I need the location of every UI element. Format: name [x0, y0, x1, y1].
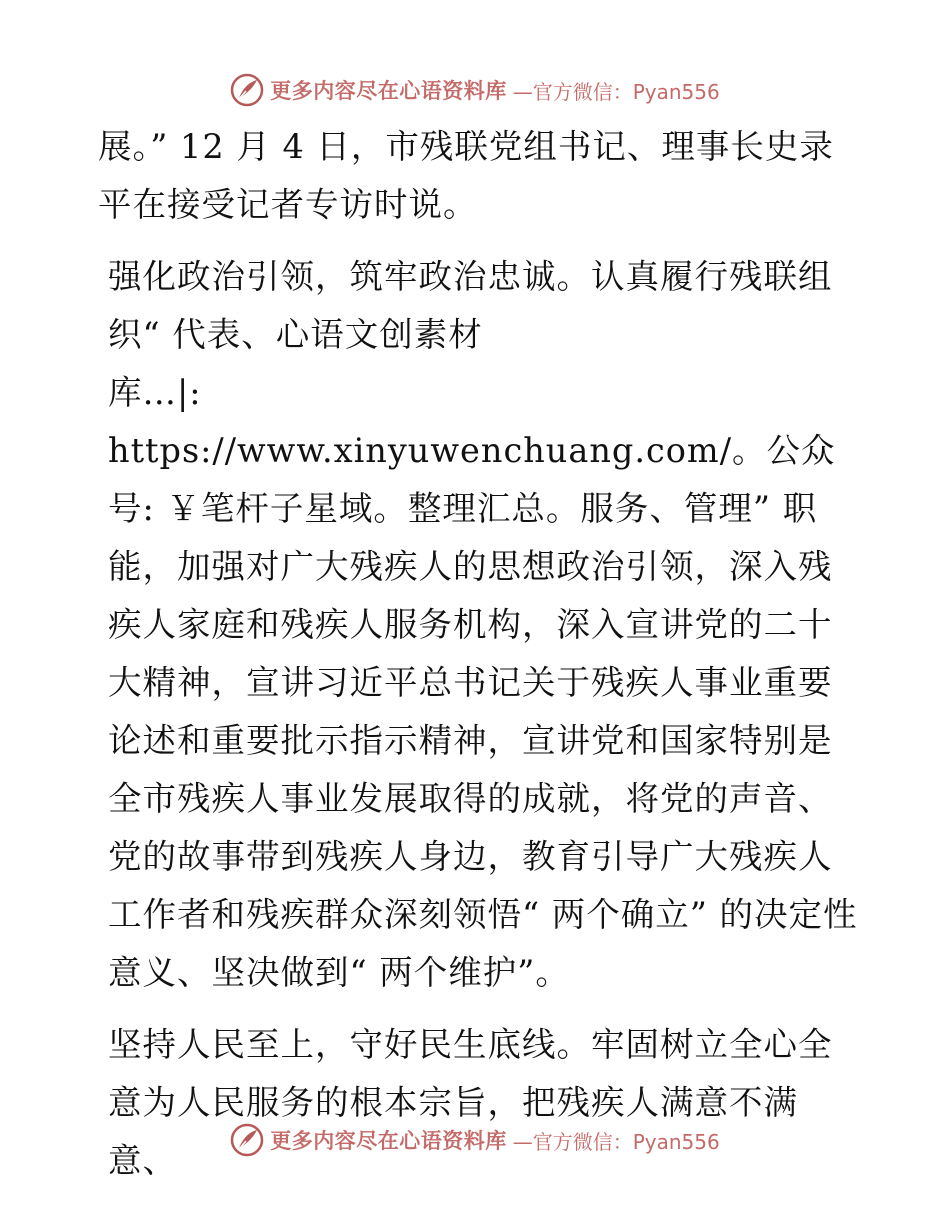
paragraph-2-line-2: 织“ 代表、心语文创素材 [108, 315, 483, 354]
feather-pen-icon [230, 73, 264, 107]
feather-pen-icon [230, 1123, 264, 1157]
footer-brand: 更多内容尽在心语资料库 [270, 1128, 507, 1153]
header-brand: 更多内容尽在心语资料库 [270, 78, 507, 103]
footer-banner [0, 1118, 950, 1162]
paragraph-2 [98, 248, 858, 1002]
document-body [98, 118, 858, 1190]
paragraph-3: 坚持人民至上，守好民生底线。牢固树立全心全意为人民服务的根本宗旨，把残疾人满意不满意、 [108, 1025, 833, 1180]
paragraph-2-rest: 号: ￥笔杆子星域。整理汇总。服务、管理” 职能，加强对广大残疾人的思想政治引领，深入残疾人家庭和残疾人服务机构，深入宣讲党的二十大精神，宣讲习近平总书记关于残疾人事业重要论述和重要批示指示精神，宣讲党和国家特别是全市残疾人事业发展取得的成就，将党的声音、党的故事带到残疾人身边，教育引导广大残疾人工作者和残疾群众深刻领悟“ 两个确立” 的决定性意义、坚决做到“ 两个维护”。 [108, 489, 858, 992]
paragraph-1: 展。” 12 月 4 日，市残联党组书记、理事长史录平在接受记者专访时说。 [98, 127, 834, 224]
paragraph-2-line-3: 库…|: https://www.xinyuwenchuang.com/。公众 [108, 373, 836, 470]
footer-contact: —官方微信：Pyan556 [512, 1129, 720, 1154]
header-banner [0, 68, 950, 112]
header-contact: —官方微信：Pyan556 [512, 79, 720, 104]
paragraph-2-line-1: 强化政治引领，筑牢政治忠诚。认真履行残联组 [108, 257, 833, 296]
